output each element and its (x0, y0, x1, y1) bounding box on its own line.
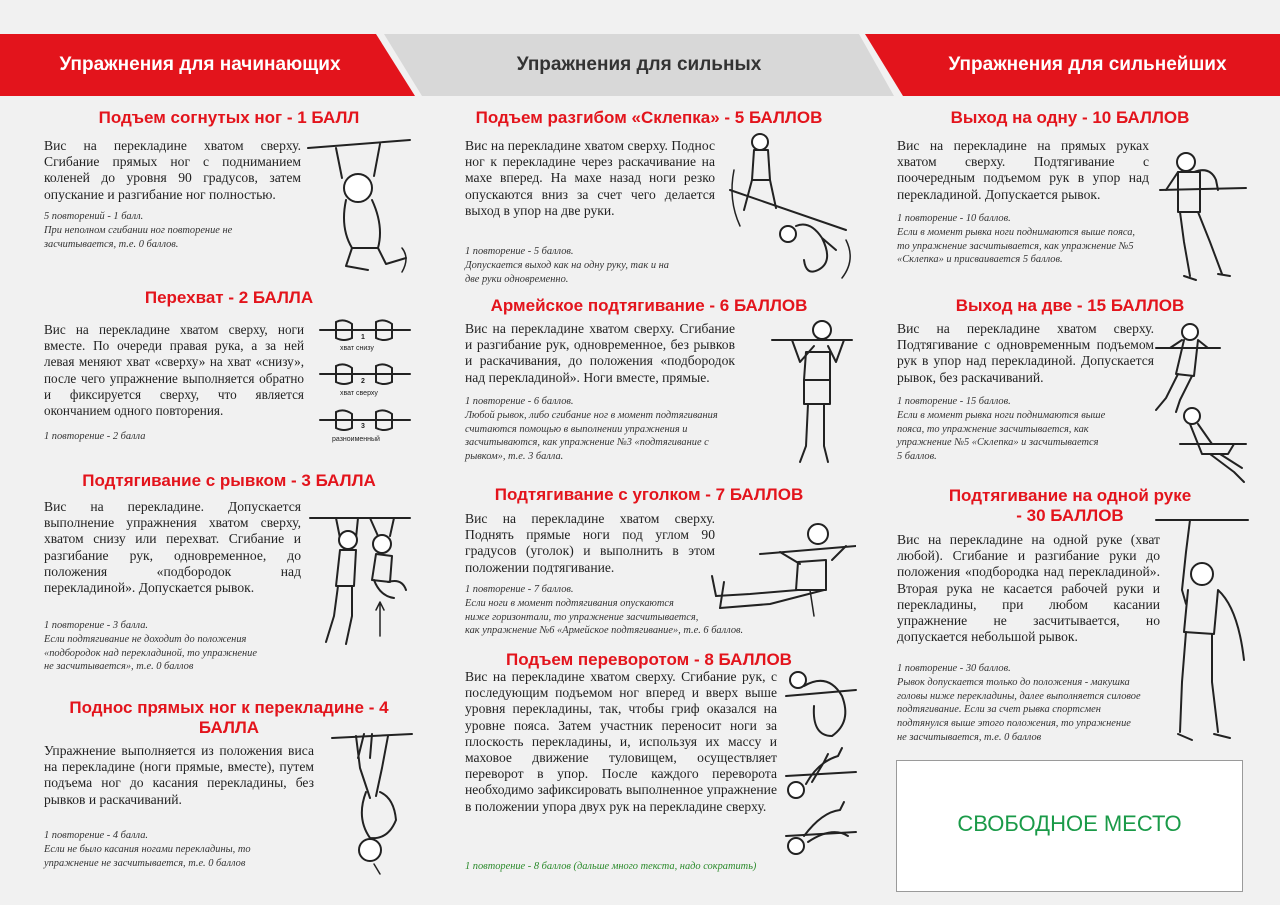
exercise-note: 1 повторение - 2 балла (44, 431, 146, 442)
pull-over-figure (782, 666, 858, 860)
l-sit-pullup-figure (710, 516, 856, 620)
kipping-pullup-figure (306, 506, 412, 654)
two-arm-muscle-up-figure (1150, 318, 1250, 488)
army-pullup-figure (770, 316, 854, 468)
header-strongest-label: Упражнения для сильнейших (948, 54, 1227, 75)
header-beginners (0, 34, 415, 96)
exercise-title: Перехват - 2 БАЛЛА (144, 288, 314, 307)
exercise-title: Подтягивание с уголком - 7 БАЛЛОВ (494, 485, 804, 504)
exercise-description: Вис на перекладине. Допускается выполнение упражнения хватом сверху, хватом снизу или перехват. Сгибание и разгибание рук, одновременное, до положения «подбородок над перекладиной». Допускается рывок. (44, 499, 301, 596)
grip-label: разноименный (332, 436, 380, 443)
exercise-title: Подтягивание с рывком - 3 БАЛЛА (82, 471, 376, 490)
exercise-title-line: - 30 БАЛЛОВ (1016, 506, 1124, 525)
free-space-label: СВОБОДНОЕ МЕСТО (957, 811, 1182, 836)
grip-types-figure (318, 316, 412, 450)
exercise-title-line: Подтягивание на одной руке (948, 486, 1192, 505)
exercise-note: 1 повторение - 6 баллов. Любой рывок, либо сгибание ног в момент подтягивания считаются помощью в выполнении упражнения и засчитываются, как упражнение №3 «подтягивание с рывком», т.е. 3 балла. (465, 396, 718, 463)
exercise-title: Подъем согнутых ног - 1 БАЛЛ (98, 108, 360, 127)
grip-label: 3 (361, 423, 365, 430)
exercise-note: 1 повторение - 30 баллов. Рывок допускается только до положения - макушка головы ниже перекладины, далее выполняется силовое подтягивание. Если за счет рывка спортсмен подтянулся выше этого положения, то упражнение не засчитывается, т.е. 0 баллов (897, 663, 1141, 743)
exercise-description: Вис на перекладине на одной руке (хват любой). Сгибание и разгибание руки до положения «подбородка над перекладиной». Вторая рука не касается рабочей руки и перекладины, при любом касании упражнение не засчитывается, но допускается небольшой рывок. (897, 532, 1160, 645)
exercise-description: Вис на перекладине хватом сверху. Сгибание прямых ног с подниманием коленей до уровня 90 градусов, затем опускание и разгибание ног полностью. (44, 138, 301, 202)
exercise-title: Подъем переворотом - 8 БАЛЛОВ (506, 650, 792, 669)
exercise-title: Выход на две - 15 БАЛЛОВ (955, 296, 1185, 315)
exercise-description: Вис на перекладине хватом сверху, ноги вместе. По очереди правая рука, а за ней левая меняют хват «сверху» на хват «снизу», после чего упражнение выполняется обратно и фиксируется сверху, что является окончанием одного повторения. (44, 322, 304, 419)
grip-label: 2 (361, 378, 365, 385)
header-beginners-label: Упражнения для начинающих (59, 54, 341, 75)
exercise-note: 1 повторение - 8 баллов (дальше много текста, надо сократить) (465, 861, 757, 872)
exercise-description: Вис на перекладине на прямых руках хватом сверху. Подтягивание с поочередным подъемом рук в упор над перекладиной. Допускается рывок. (897, 138, 1149, 202)
exercise-description: Вис на перекладине хватом сверху. Подтягивание с одновременным подъемом рук в упор над перекладиной. Допускается рывок, без раскачиваний. (897, 321, 1154, 385)
exercise-title: Выход на одну - 10 БАЛЛОВ (950, 108, 1190, 127)
grip-label: 1 (361, 334, 365, 341)
header-strong (384, 34, 894, 96)
exercise-note: 1 повторение - 4 балла. Если не было касания ногами перекладины, то упражнение не засчитывается, т.е. 0 баллов (44, 830, 251, 869)
exercise-description: Вис на перекладине хватом сверху. Сгибание и разгибание рук, одновременное, без рывков и раскачивания, до положения «подбородок над перекладиной». Ноги вместе, прямые. (465, 321, 735, 385)
toes-to-bar-figure (330, 728, 414, 878)
exercise-description: Упражнение выполняется из положения виса на перекладине (ноги прямые, вместе), путем подъема ног до касания перекладины, без рывков и раскачиваний. (44, 743, 314, 807)
exercise-note: 1 повторение - 10 баллов. Если в момент рывка ноги поднимаются выше пояса, то упражнение засчитывается, как упражнение №5 «Склепка» и присваивается 5 баллов. (897, 213, 1136, 266)
one-arm-muscle-up-figure (1156, 146, 1248, 286)
exercise-description: Вис на перекладине хватом сверху. Сгибание рук, с последующим подъемом ног вперед и вверх выше уровня перекладины, так, чтобы гриф оказался на уровне пояса. Затем участник переносит ноги за плоскость перекладины, и, используя их массу и маховое движение туловищем, осуществляет переворот в упор. После каждого переворота необходимо зафиксировать выполненное упражнение в положении упора двух рук на перекладине сверху. (465, 669, 777, 814)
grip-label: хват сверху (340, 390, 378, 397)
kip-up-figure (726, 130, 856, 280)
exercise-title: Армейское подтягивание - 6 БАЛЛОВ (490, 296, 808, 315)
exercise-note: 1 повторение - 5 баллов. Допускается выход как на одну руку, так и на две руки одновременно. (465, 246, 669, 285)
header-strong-label: Упражнения для сильных (516, 54, 762, 75)
exercise-title: Поднос прямых ног к перекладине - 4 БАЛЛА (69, 698, 389, 737)
grip-label: хват снизу (340, 345, 374, 352)
exercise-note: 1 повторение - 7 баллов. Если ноги в момент подтягивания опускаются ниже горизонтали, то упражнение засчитывается, как упражнение №6 «Армейское подтягивание», т.е. 6 баллов. (465, 584, 744, 637)
exercise-note: 1 повторение - 15 баллов. Если в момент рывка ноги поднимаются выше пояса, то упражнение засчитывается, как упражнение №5 «Склепка» и засчитывается 5 баллов. (897, 396, 1106, 463)
exercise-description: Вис на перекладине хватом сверху. Поднос ног к перекладине через раскачивание на махе вперед. На махе назад ноги резко опускаются вниз за счет чего делается выход в упор на две руки. (465, 138, 715, 218)
header-strongest (865, 34, 1280, 96)
exercise-description: Вис на перекладине хватом сверху. Поднять прямые ноги под углом 90 градусов (уголок) и выполнить в этом положении подтягивание. (465, 511, 715, 575)
exercise-note: 5 повторений - 1 балл. При неполном сгибании ног повторение не засчитывается, т.е. 0 баллов. (44, 211, 233, 250)
free-space-box (896, 760, 1243, 892)
exercise-note: 1 повторение - 3 балла. Если подтягивание не доходит до положения «подбородок над перекладиной, то упражнение не засчитывается», т.е. 0 баллов (44, 620, 257, 673)
exercise-title: Подъем разгибом «Склепка» - 5 БАЛЛОВ (475, 108, 823, 127)
hanging-knee-raise-figure (306, 136, 412, 286)
one-arm-pullup-figure (1152, 512, 1250, 748)
